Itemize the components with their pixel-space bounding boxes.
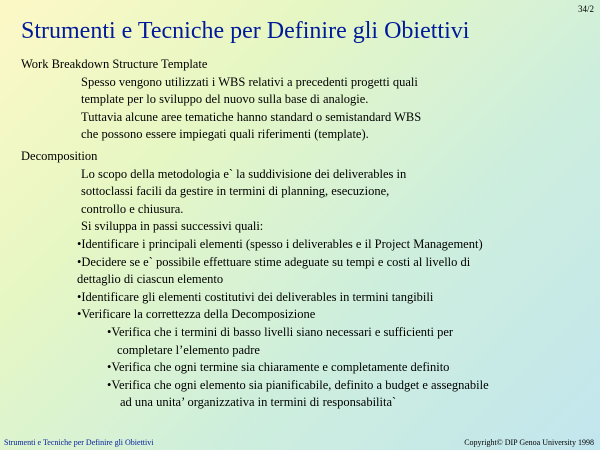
sub-step-item: •Verifica che ogni elemento sia pianificabile, definito a budget e assegnabile [107, 377, 489, 392]
decomposition-steps [21, 236, 593, 412]
decomposition-line: Si sviluppa in passi successivi quali: [81, 219, 264, 234]
step-item: •Verificare la correttezza della Decomposizione [77, 307, 316, 322]
decomposition-line: sottoclassi facili da gestire in termini di planning, esecuzione, [81, 184, 390, 199]
footer-title: Strumenti e Tecniche per Definire gli Obiettivi [4, 438, 154, 447]
step-item: •Identificare i principali elementi (spesso i deliverables e il Project Management) [77, 236, 483, 251]
wbs-line: template per lo sviluppo del nuovo sulla base di analogie. [81, 92, 369, 107]
step-item: •Decidere se e` possibile effettuare stime adeguate su tempi e costi al livello di [77, 254, 471, 269]
wbs-line: che possono essere impiegati quali riferimenti (template). [81, 127, 369, 142]
slide-title: Strumenti e Tecniche per Definire gli Obiettivi [21, 18, 470, 44]
slide-content [21, 56, 593, 412]
page-number: 34/2 [577, 4, 594, 14]
step-item-continuation: dettaglio di ciascun elemento [77, 272, 224, 287]
decomposition-line: controllo e chiusura. [81, 201, 184, 216]
wbs-line: Tuttavia alcune aree tematiche hanno standard o semistandard WBS [81, 109, 422, 124]
decomposition-line: Lo scopo della metodologia e` la suddivisione dei deliverables in [81, 166, 407, 181]
sub-step-item-continuation: completare l’elemento padre [117, 342, 260, 357]
decomposition-heading: Decomposition [21, 148, 98, 163]
sub-step-item: •Verifica che i termini di basso livelli siano necessari e sufficienti per [107, 324, 454, 339]
wbs-heading: Work Breakdown Structure Template [21, 57, 208, 71]
sub-step-item: •Verifica che ogni termine sia chiaramente e completamente definito [107, 360, 450, 375]
decomposition-intro [21, 166, 593, 236]
sub-step-item-continuation: ad una unita’ organizzativa in termini di responsabilita` [120, 395, 397, 410]
wbs-paragraph [21, 74, 593, 144]
wbs-line: Spesso vengono utilizzati i WBS relativi a precedenti progetti quali [81, 74, 418, 89]
verification-steps [77, 324, 593, 412]
footer-copyright: Copyright© DIP Genoa University 1998 [464, 438, 594, 447]
step-item: •Identificare gli elementi costitutivi dei deliverables in termini tangibili [77, 289, 434, 304]
